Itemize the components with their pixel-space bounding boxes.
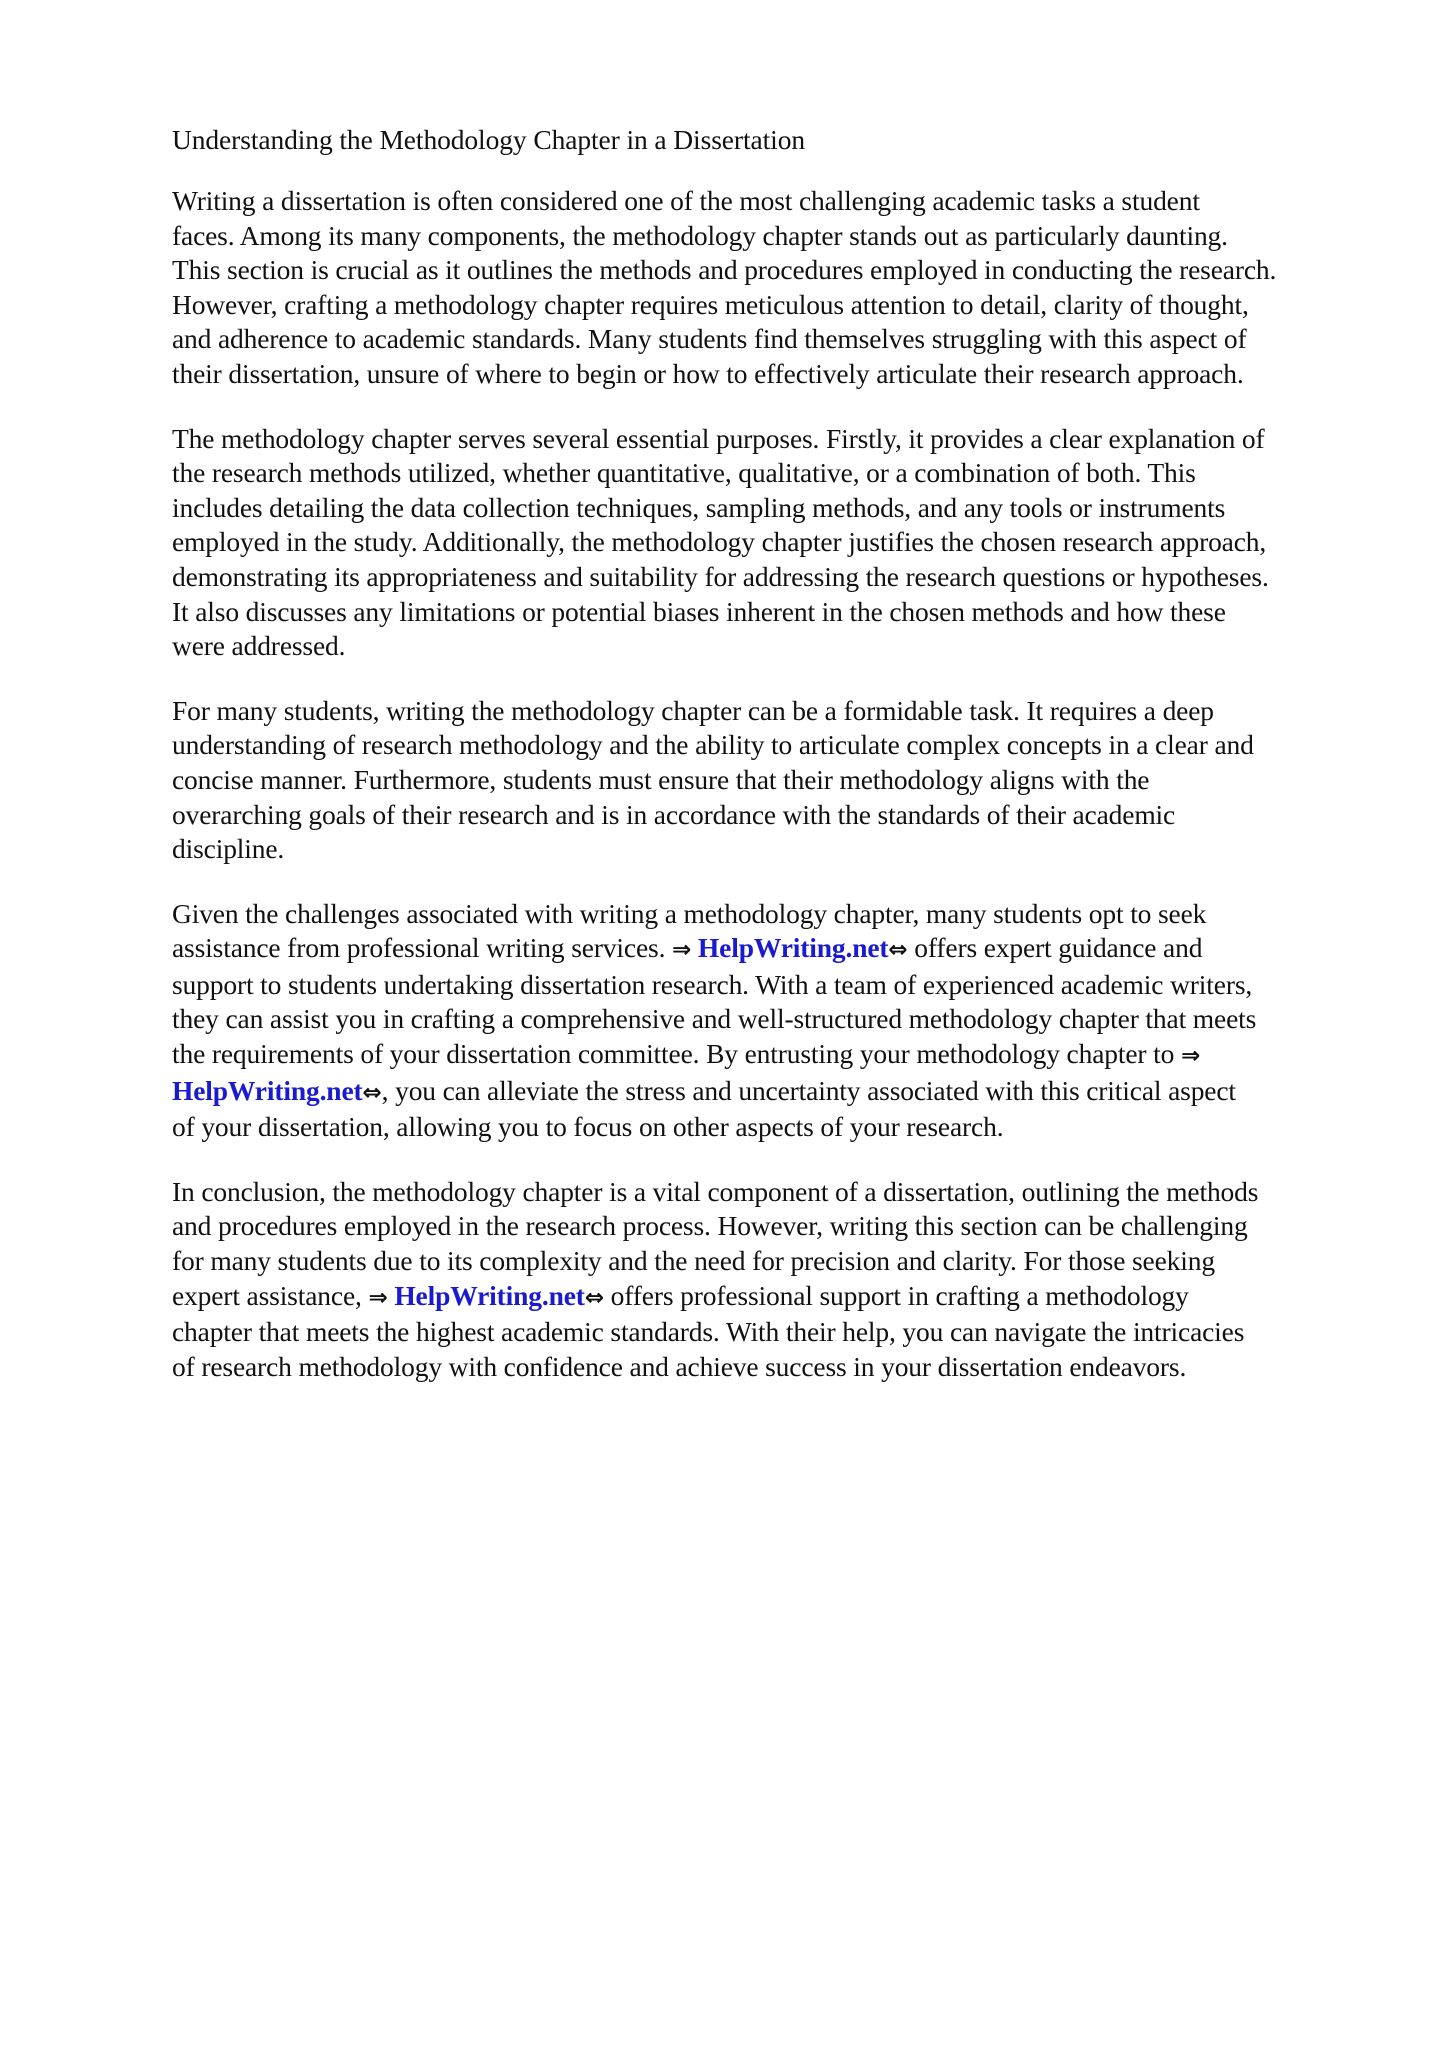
text-line: their dissertation, unsure of where to begin or how to effectively articulate their research approach.	[172, 357, 1244, 389]
paragraph-intro	[172, 184, 1372, 392]
text-line-with-link	[172, 931, 1372, 968]
text-line: support to students undertaking dissertation research. With a team of experienced academic writers,	[172, 968, 1253, 1000]
text-line: However, crafting a methodology chapter requires meticulous attention to detail, clarity of thought,	[172, 288, 1249, 320]
text-line: demonstrating its appropriateness and suitability for addressing the research questions or hypotheses.	[172, 560, 1269, 592]
helpwriting-link[interactable]: HelpWriting.net	[394, 1279, 585, 1311]
text-segment: offers expert guidance and	[907, 932, 1203, 964]
paragraph-purposes	[172, 422, 1372, 664]
right-arrow-icon: ⇒	[368, 1284, 388, 1311]
text-segment: expert assistance,	[172, 1279, 369, 1311]
text-segment: assistance from professional writing services.	[172, 932, 673, 964]
text-line: of your dissertation, allowing you to focus on other aspects of your research.	[172, 1111, 1004, 1143]
text-line: It also discusses any limitations or potential biases inherent in the chosen methods and how these	[172, 595, 1226, 627]
text-line-with-arrow	[172, 1037, 1372, 1074]
left-right-arrow-icon: ⇔	[584, 1284, 604, 1311]
paragraph-conclusion	[172, 1175, 1372, 1385]
text-line: they can assist you in crafting a comprehensive and well-structured methodology chapter that meets	[172, 1003, 1257, 1035]
left-right-arrow-icon: ⇔	[888, 937, 908, 964]
text-line: concise manner. Furthermore, students must ensure that their methodology aligns with the	[172, 763, 1150, 795]
paragraph-assistance	[172, 897, 1372, 1145]
text-segment: offers professional support in crafting a methodology	[603, 1279, 1189, 1311]
text-segment: the requirements of your dissertation committee. By entrusting your methodology chapter to	[172, 1038, 1181, 1070]
text-line: and procedures employed in the research process. However, writing this section can be challenging	[172, 1210, 1248, 1242]
text-line: understanding of research methodology and the ability to articulate complex concepts in a clear and	[172, 729, 1254, 761]
text-line: and adherence to academic standards. Many students find themselves struggling with this aspect of	[172, 323, 1247, 355]
document-page	[172, 122, 1372, 1414]
text-line: In conclusion, the methodology chapter is a vital component of a dissertation, outlining the methods	[172, 1175, 1259, 1207]
helpwriting-link[interactable]: HelpWriting.net	[697, 932, 889, 964]
document-title: Understanding the Methodology Chapter in a Dissertation	[172, 124, 805, 155]
text-line: discipline.	[172, 833, 285, 865]
text-line: the research methods utilized, whether quantitative, qualitative, or a combination of both. This	[172, 457, 1196, 489]
paragraph-challenges	[172, 694, 1372, 867]
right-arrow-icon: ⇒	[1180, 1043, 1201, 1070]
right-arrow-icon: ⇒	[672, 937, 692, 964]
text-line: chapter that meets the highest academic standards. With their help, you can navigate the intricacies	[172, 1316, 1245, 1348]
text-line: of research methodology with confidence and achieve success in your dissertation endeavors.	[172, 1350, 1187, 1382]
text-line: were addressed.	[172, 630, 346, 662]
text-line: faces. Among its many components, the methodology chapter stands out as particularly daunting.	[172, 219, 1228, 251]
text-line: The methodology chapter serves several essential purposes. Firstly, it provides a clear explanation of	[172, 422, 1265, 454]
text-line: for many students due to its complexity and the need for precision and clarity. For those seeking	[172, 1245, 1215, 1277]
text-line: This section is crucial as it outlines the methods and procedures employed in conducting the research.	[172, 254, 1277, 286]
text-line: overarching goals of their research and is in accordance with the standards of their academic	[172, 798, 1176, 830]
text-line: includes detailing the data collection techniques, sampling methods, and any tools or instruments	[172, 491, 1226, 523]
text-line: For many students, writing the methodology chapter can be a formidable task. It requires a deep	[172, 694, 1214, 726]
text-line-with-link	[172, 1279, 1372, 1316]
text-segment: , you can alleviate the stress and uncertainty associated with this critical aspect	[381, 1074, 1236, 1106]
text-line: Writing a dissertation is often considered one of the most challenging academic tasks a student	[172, 185, 1200, 216]
helpwriting-link[interactable]: HelpWriting.net	[172, 1074, 363, 1106]
text-line: Given the challenges associated with writing a methodology chapter, many students opt to seek	[172, 897, 1207, 929]
text-line-with-link	[172, 1074, 1372, 1111]
left-right-arrow-icon: ⇔	[362, 1079, 382, 1106]
text-line: employed in the study. Additionally, the methodology chapter justifies the chosen research approach,	[172, 526, 1267, 558]
